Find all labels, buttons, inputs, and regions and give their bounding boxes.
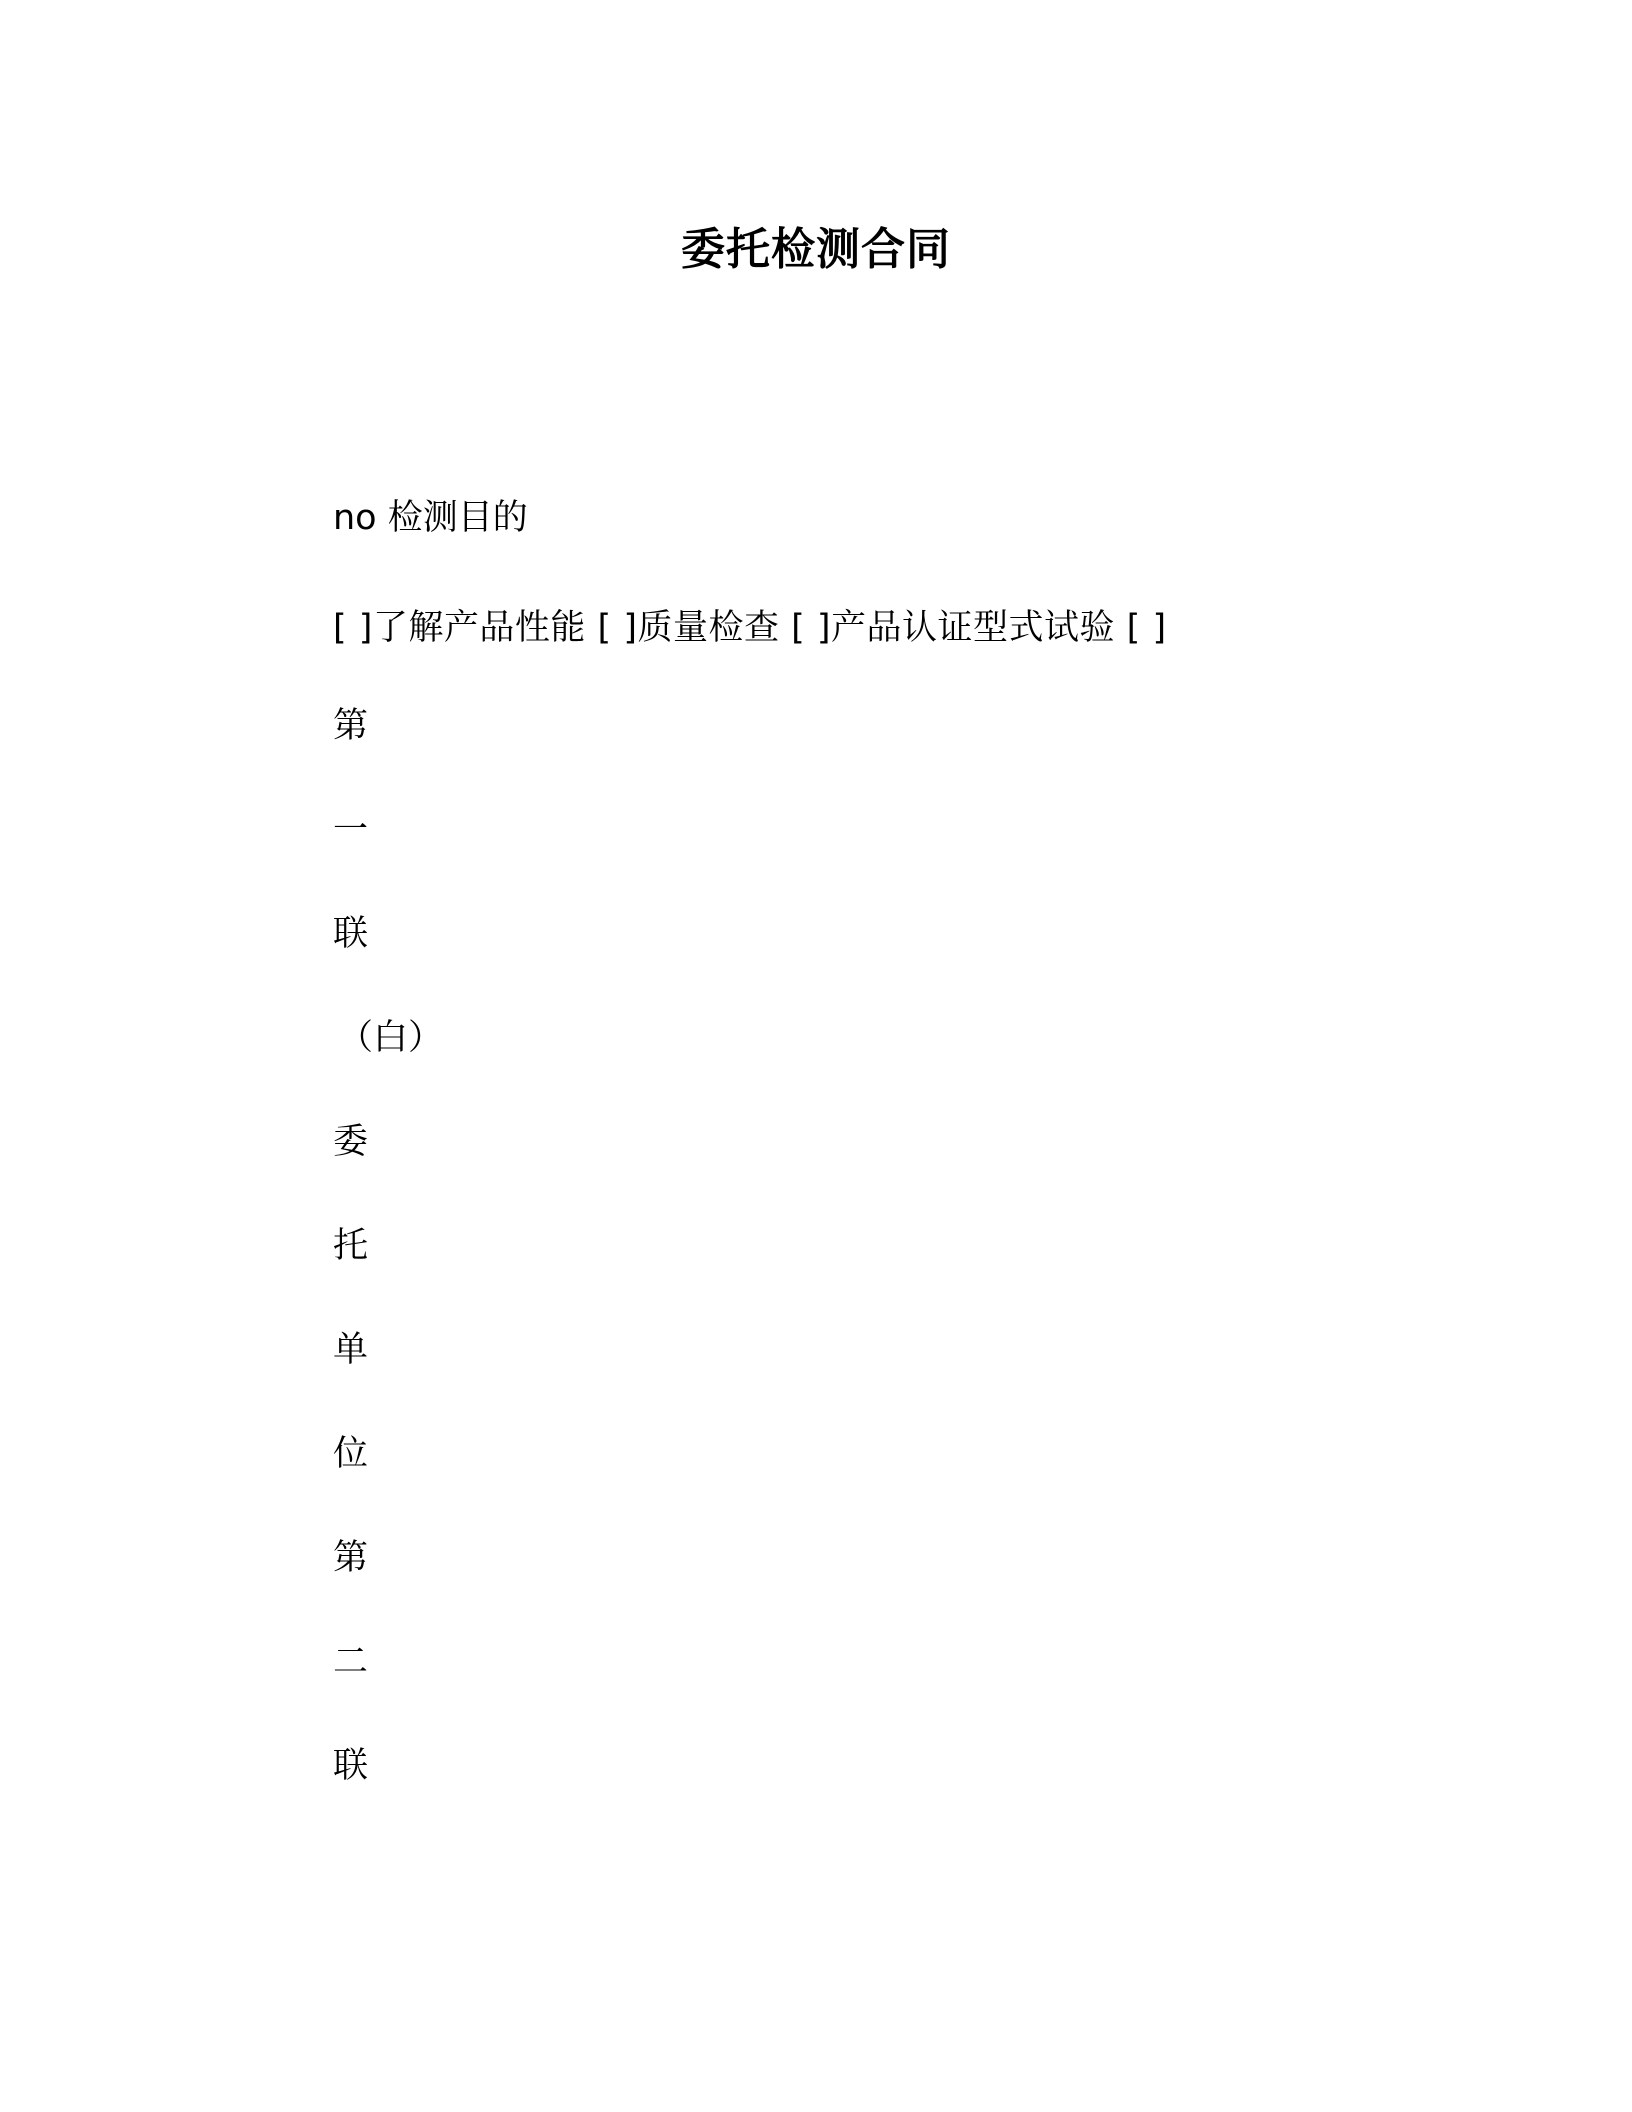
copy-label-char: 第 — [333, 1538, 369, 1578]
copy-label-char: 一 — [333, 810, 369, 850]
copy-label-char: 联 — [333, 1746, 369, 1786]
copy-label-char: 单 — [333, 1330, 369, 1370]
copy-label-char: 第 — [333, 706, 369, 746]
purpose-heading: no 检测目的 — [333, 498, 528, 538]
copy-label-char: 托 — [333, 1226, 369, 1266]
copy-label-char: 二 — [333, 1642, 369, 1682]
purpose-options-line: [ ]了解产品性能 [ ]质量检查 [ ]产品认证型式试验 [ ] — [333, 608, 1167, 648]
copy-color-label: （白） — [338, 1018, 444, 1058]
document-title: 委托检测合同 — [681, 224, 951, 275]
copy-label-char: 位 — [333, 1434, 369, 1474]
copy-label-char: 联 — [333, 914, 369, 954]
copy-label-char: 委 — [333, 1122, 369, 1162]
